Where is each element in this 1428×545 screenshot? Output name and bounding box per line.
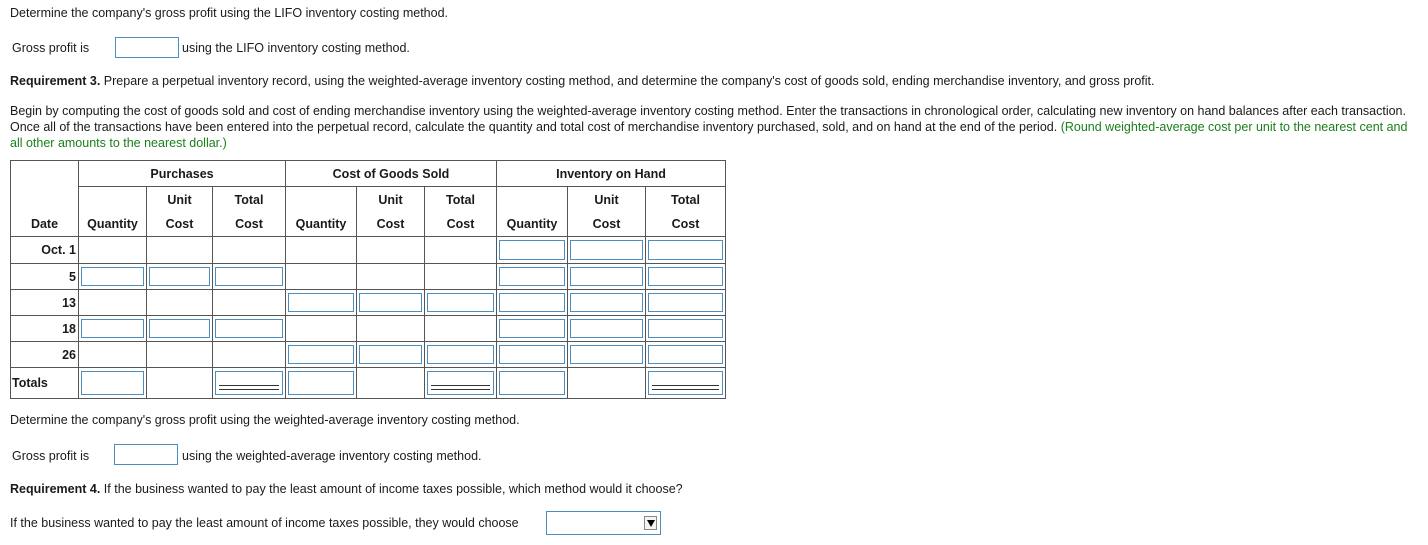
table-row [11, 237, 726, 264]
cogs-quantity-header: Quantity [286, 213, 357, 237]
totals-row [11, 368, 726, 399]
purchases-quantity-total-input[interactable] [81, 371, 144, 395]
lifo-gross-profit-input[interactable] [115, 37, 179, 58]
wavg-gross-profit-input[interactable] [114, 444, 178, 465]
requirement-4-label: Requirement 4. [10, 482, 101, 496]
instructions-text: Begin by computing the cost of goods sold and cost of ending merchandise inventory using the weighted-average inventory costing method. Enter the transactions in chronological order, calculating new inventory on hand balances after each transaction. Once all of the transactions have been entered into the perpetual record, calculate the quantity and total cost of merchandise inventory purchased, sold, and on hand at the end of the period. [10, 104, 1406, 134]
onhand-header: Inventory on Hand [497, 161, 726, 187]
rounding-hint: (Round weighted-average cost per unit to the nearest cent and all other amounts to the nearest dollar.) [10, 120, 1408, 150]
onhand-total-cost-input[interactable] [648, 267, 723, 286]
table-row [11, 264, 726, 290]
onhand-unit-header: Unit [568, 187, 646, 213]
purchases-total-header: Total [213, 187, 286, 213]
cogs-quantity-total-input[interactable] [288, 371, 354, 395]
table-row [11, 290, 726, 316]
cogs-unit-cost-header: Cost [357, 213, 425, 237]
totals-label: Totals [11, 368, 79, 399]
requirement-4-text: If the business wanted to pay the least amount of income taxes possible, which method would it choose? [103, 482, 683, 496]
purchases-total-cost-header: Cost [213, 213, 286, 237]
cogs-quantity-input[interactable] [288, 345, 354, 364]
purchases-quantity-input[interactable] [81, 319, 144, 338]
onhand-total-cost-input[interactable] [648, 293, 723, 312]
requirement-3-label: Requirement 3. [10, 74, 101, 88]
purchases-unit-cost-input[interactable] [149, 319, 210, 338]
onhand-total-header: Total [646, 187, 726, 213]
onhand-unit-cost-header: Cost [568, 213, 646, 237]
purchases-total-cost-total-input[interactable] [215, 371, 283, 395]
cogs-total-cost-header: Cost [425, 213, 497, 237]
cogs-quantity-input[interactable] [288, 293, 354, 312]
date-header-top [11, 161, 79, 187]
onhand-unit-cost-input[interactable] [570, 293, 643, 312]
cogs-total-cost-input[interactable] [427, 345, 494, 364]
onhand-total-cost-total-input[interactable] [648, 371, 723, 395]
row-date: 18 [11, 316, 79, 342]
cogs-total-cost-input[interactable] [427, 293, 494, 312]
purchases-quantity-input[interactable] [81, 267, 144, 286]
requirement-3-heading [10, 74, 1154, 88]
wavg-question: Determine the company's gross profit using the weighted-average inventory costing method. [10, 413, 520, 427]
requirement-3-text: Prepare a perpetual inventory record, using the weighted-average inventory costing method, and determine the company's cost of goods sold, ending merchandise inventory, and gross profit. [103, 74, 1155, 88]
onhand-unit-cost-input[interactable] [570, 240, 643, 260]
cogs-unit-cost-input[interactable] [359, 293, 422, 312]
lifo-question: Determine the company's gross profit using the LIFO inventory costing method. [10, 6, 449, 20]
purchases-unit-cost-header: Cost [147, 213, 213, 237]
purchases-total-cost-input[interactable] [215, 267, 283, 286]
purchases-unit-cost-input[interactable] [149, 267, 210, 286]
onhand-total-cost-header: Cost [646, 213, 726, 237]
table-row [11, 316, 726, 342]
purchases-unit-header: Unit [147, 187, 213, 213]
purchases-quantity-header: Quantity [79, 213, 147, 237]
row-date: 13 [11, 290, 79, 316]
dropdown-arrow-icon[interactable] [644, 516, 657, 530]
onhand-quantity-input[interactable] [499, 240, 565, 260]
purchases-total-cost-input[interactable] [215, 319, 283, 338]
cogs-total-cost-total-input[interactable] [427, 371, 494, 395]
onhand-quantity-input[interactable] [499, 267, 565, 286]
onhand-quantity-input[interactable] [499, 345, 565, 364]
wavg-gross-profit-label: Gross profit is [12, 449, 90, 463]
method-select[interactable] [546, 511, 661, 535]
table-row [11, 342, 726, 368]
onhand-quantity-input[interactable] [499, 319, 565, 338]
onhand-total-cost-input[interactable] [648, 240, 723, 260]
cogs-unit-header: Unit [357, 187, 425, 213]
onhand-total-cost-input[interactable] [648, 345, 723, 364]
onhand-unit-cost-input[interactable] [570, 345, 643, 364]
row-date: 26 [11, 342, 79, 368]
date-header: Date [11, 213, 79, 237]
onhand-quantity-input[interactable] [499, 293, 565, 312]
row-date: Oct. 1 [11, 237, 79, 264]
requirement-4-prompt: If the business wanted to pay the least amount of income taxes possible, they would choose [10, 516, 519, 530]
onhand-quantity-total-input[interactable] [499, 371, 565, 395]
onhand-unit-cost-input[interactable] [570, 267, 643, 286]
requirement-4-heading [10, 482, 683, 496]
lifo-gross-profit-label: Gross profit is [12, 41, 90, 55]
cogs-total-header: Total [425, 187, 497, 213]
lifo-gross-profit-suffix: using the LIFO inventory costing method. [182, 41, 410, 55]
onhand-unit-cost-input[interactable] [570, 319, 643, 338]
perpetual-inventory-record [10, 160, 726, 399]
onhand-total-cost-input[interactable] [648, 319, 723, 338]
wavg-gross-profit-suffix: using the weighted-average inventory costing method. [182, 449, 482, 463]
requirement-3-instructions [10, 103, 1420, 151]
onhand-quantity-header: Quantity [497, 213, 568, 237]
cogs-unit-cost-input[interactable] [359, 345, 422, 364]
purchases-header: Purchases [79, 161, 286, 187]
row-date: 5 [11, 264, 79, 290]
cogs-header: Cost of Goods Sold [286, 161, 497, 187]
